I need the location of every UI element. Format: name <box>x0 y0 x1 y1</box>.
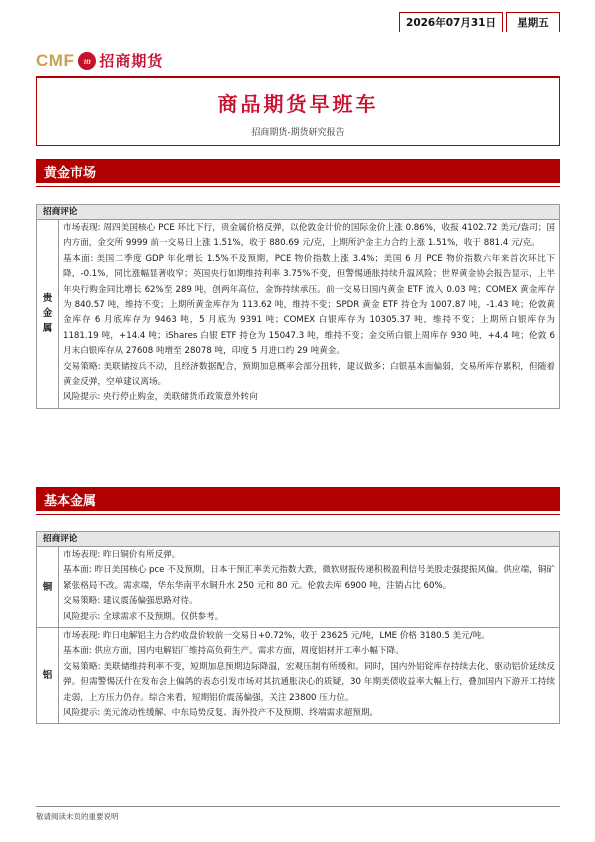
logo-latin: CMF <box>36 50 75 70</box>
section-divider <box>36 186 560 187</box>
trading-strategy: 交易策略: 美联储维持利率不变，短期加息预期边际降温，宏观压制有所缓和。同时，国内外铝锭库存持续去化，驱动铝价延续反弹。但需警惕沃什在发布会上偏鸽的表态引发市场对其抗通胀决心的质疑，30 年期美债收益率大幅上行，叠加国内下游开工持续走弱，上方压力仍存。综合来看，短期铝价震荡偏强，关注 23800 压力位。 <box>63 661 555 703</box>
fundamentals: 基本面: 供应方面，国内电解铝厂维持高负荷生产。需求方面，周度铝材开工率小幅下降。 <box>63 646 404 657</box>
logo-badge-icon: m <box>78 52 96 70</box>
review-table-base-metals <box>36 531 560 724</box>
page-footer: 敬请阅读末页的重要说明 <box>36 806 560 822</box>
trading-strategy: 交易策略: 建议震荡偏强思路对待。 <box>63 596 198 607</box>
category-label: 贵 金 属 <box>42 293 53 335</box>
category-label: 铜 <box>42 581 53 593</box>
review-header: 招商评论 <box>37 532 560 547</box>
report-title: 商品期货早班车 <box>217 92 379 116</box>
title-box <box>36 76 560 146</box>
category-precious-metals <box>37 220 59 409</box>
page-header <box>36 44 559 76</box>
category-aluminum <box>37 628 59 724</box>
category-label: 铝 <box>42 670 53 682</box>
section-title-gold: 黄金市场 <box>36 159 560 183</box>
table-row <box>37 220 560 409</box>
commentary-copper <box>59 547 560 628</box>
report-weekday: 星期五 <box>506 12 560 32</box>
risk-warning: 风险提示: 央行停止购金，美联储货币政策意外转向 <box>63 392 258 403</box>
commentary-aluminum <box>59 628 560 724</box>
section-title-base-metals: 基本金属 <box>36 487 560 511</box>
risk-warning: 风险提示: 全球需求不及预期。仅供参考。 <box>63 611 224 622</box>
commentary-precious-metals <box>59 220 560 409</box>
trading-strategy: 交易策略: 美联储按兵不动，且经济数据配合，预期加息概率会部分扭转，建议做多；白银基本面偏弱，交易所库存累积，但随着黄金反弹，空单建议离场。 <box>63 361 555 388</box>
review-table-gold <box>36 204 560 409</box>
review-header: 招商评论 <box>37 205 560 220</box>
report-subtitle: 招商期货-期货研究报告 <box>251 128 345 138</box>
market-performance: 市场表现: 昨日电解铝主力合约收盘价较前一交易日+0.72%，收于 23625 元/吨，LME 价格 3180.5 美元/吨。 <box>63 631 490 642</box>
market-performance: 市场表现: 周四美国核心 PCE 环比下行，贵金属价格反弹，以伦敦金计价的国际金价上涨 0.86%，收报 4102.72 美元/盎司；国内方面，金交所 9999 前一交易日上涨 1.51%，收于 880.69 元/克，上期所沪金主力合约上涨 1.51%，收于 881.4 元/克。 <box>63 223 555 249</box>
risk-warning: 风险提示: 美元流动性缓解、中东局势反复、海外投产不及预期、终端需求超预期。 <box>63 708 379 719</box>
market-performance: 市场表现: 昨日铜价有所反弹。 <box>63 550 181 560</box>
table-row <box>37 628 560 724</box>
fundamentals: 基本面: 美国二季度 GDP 年化增长 1.5%不及预期，PCE 物价指数上涨 3.4%；美国 6 月 PCE 物价指数六年来首次环比下降，-0.1%，同比涨幅显著收窄；英国央行如期维持利率 3.75%不变，但警惕通胀持续升温风险；世界黄金协会报告显示，上半年央行购金同比增长 62%至 289 吨，创两年高位，金饰持续承压。前一交易日国内黄金 ETF 流入 0.03 吨；COMEX 黄金库存为 840.57 吨，维持不变；上期所黄金库存为 113.62 吨，维持不变；SPDR 黄金 ETF 持仓为 1007.87 吨，-1.43 吨；伦敦黄金库存 6 月底库存为 9463 吨，5 月底为 9391 吨；COMEX 白银库存为 10305.37 吨，维持不变；上期所白银库存为 1181.19 吨，+14.4 吨；iShares 白银 ETF 持仓为 15047.3 吨，维持不变；金交所白银上周库存 930 吨，+4.4 吨；伦敦 6 月末白银库存从 27608 吨增至 28078 吨，印度 5 月进口约 29 吨黄金。 <box>63 253 555 357</box>
category-copper <box>37 547 59 628</box>
report-date: 2026年07月31日 <box>399 12 503 32</box>
fundamentals: 基本面: 昨日美国核心 pce 不及预期，日本干预汇率美元指数大跌，微软财报传递积极盈利信号美股走强提振风偏。供应端，铜矿紧张格局不改。需求端，华东华南平水铜升水 250 元和 80 元。伦敦去库 6900 吨，注销占比 60%。 <box>63 565 555 591</box>
table-row <box>37 547 560 628</box>
section-divider <box>36 514 560 515</box>
company-logo <box>36 50 163 71</box>
logo-chinese: 招商期货 <box>99 52 164 70</box>
